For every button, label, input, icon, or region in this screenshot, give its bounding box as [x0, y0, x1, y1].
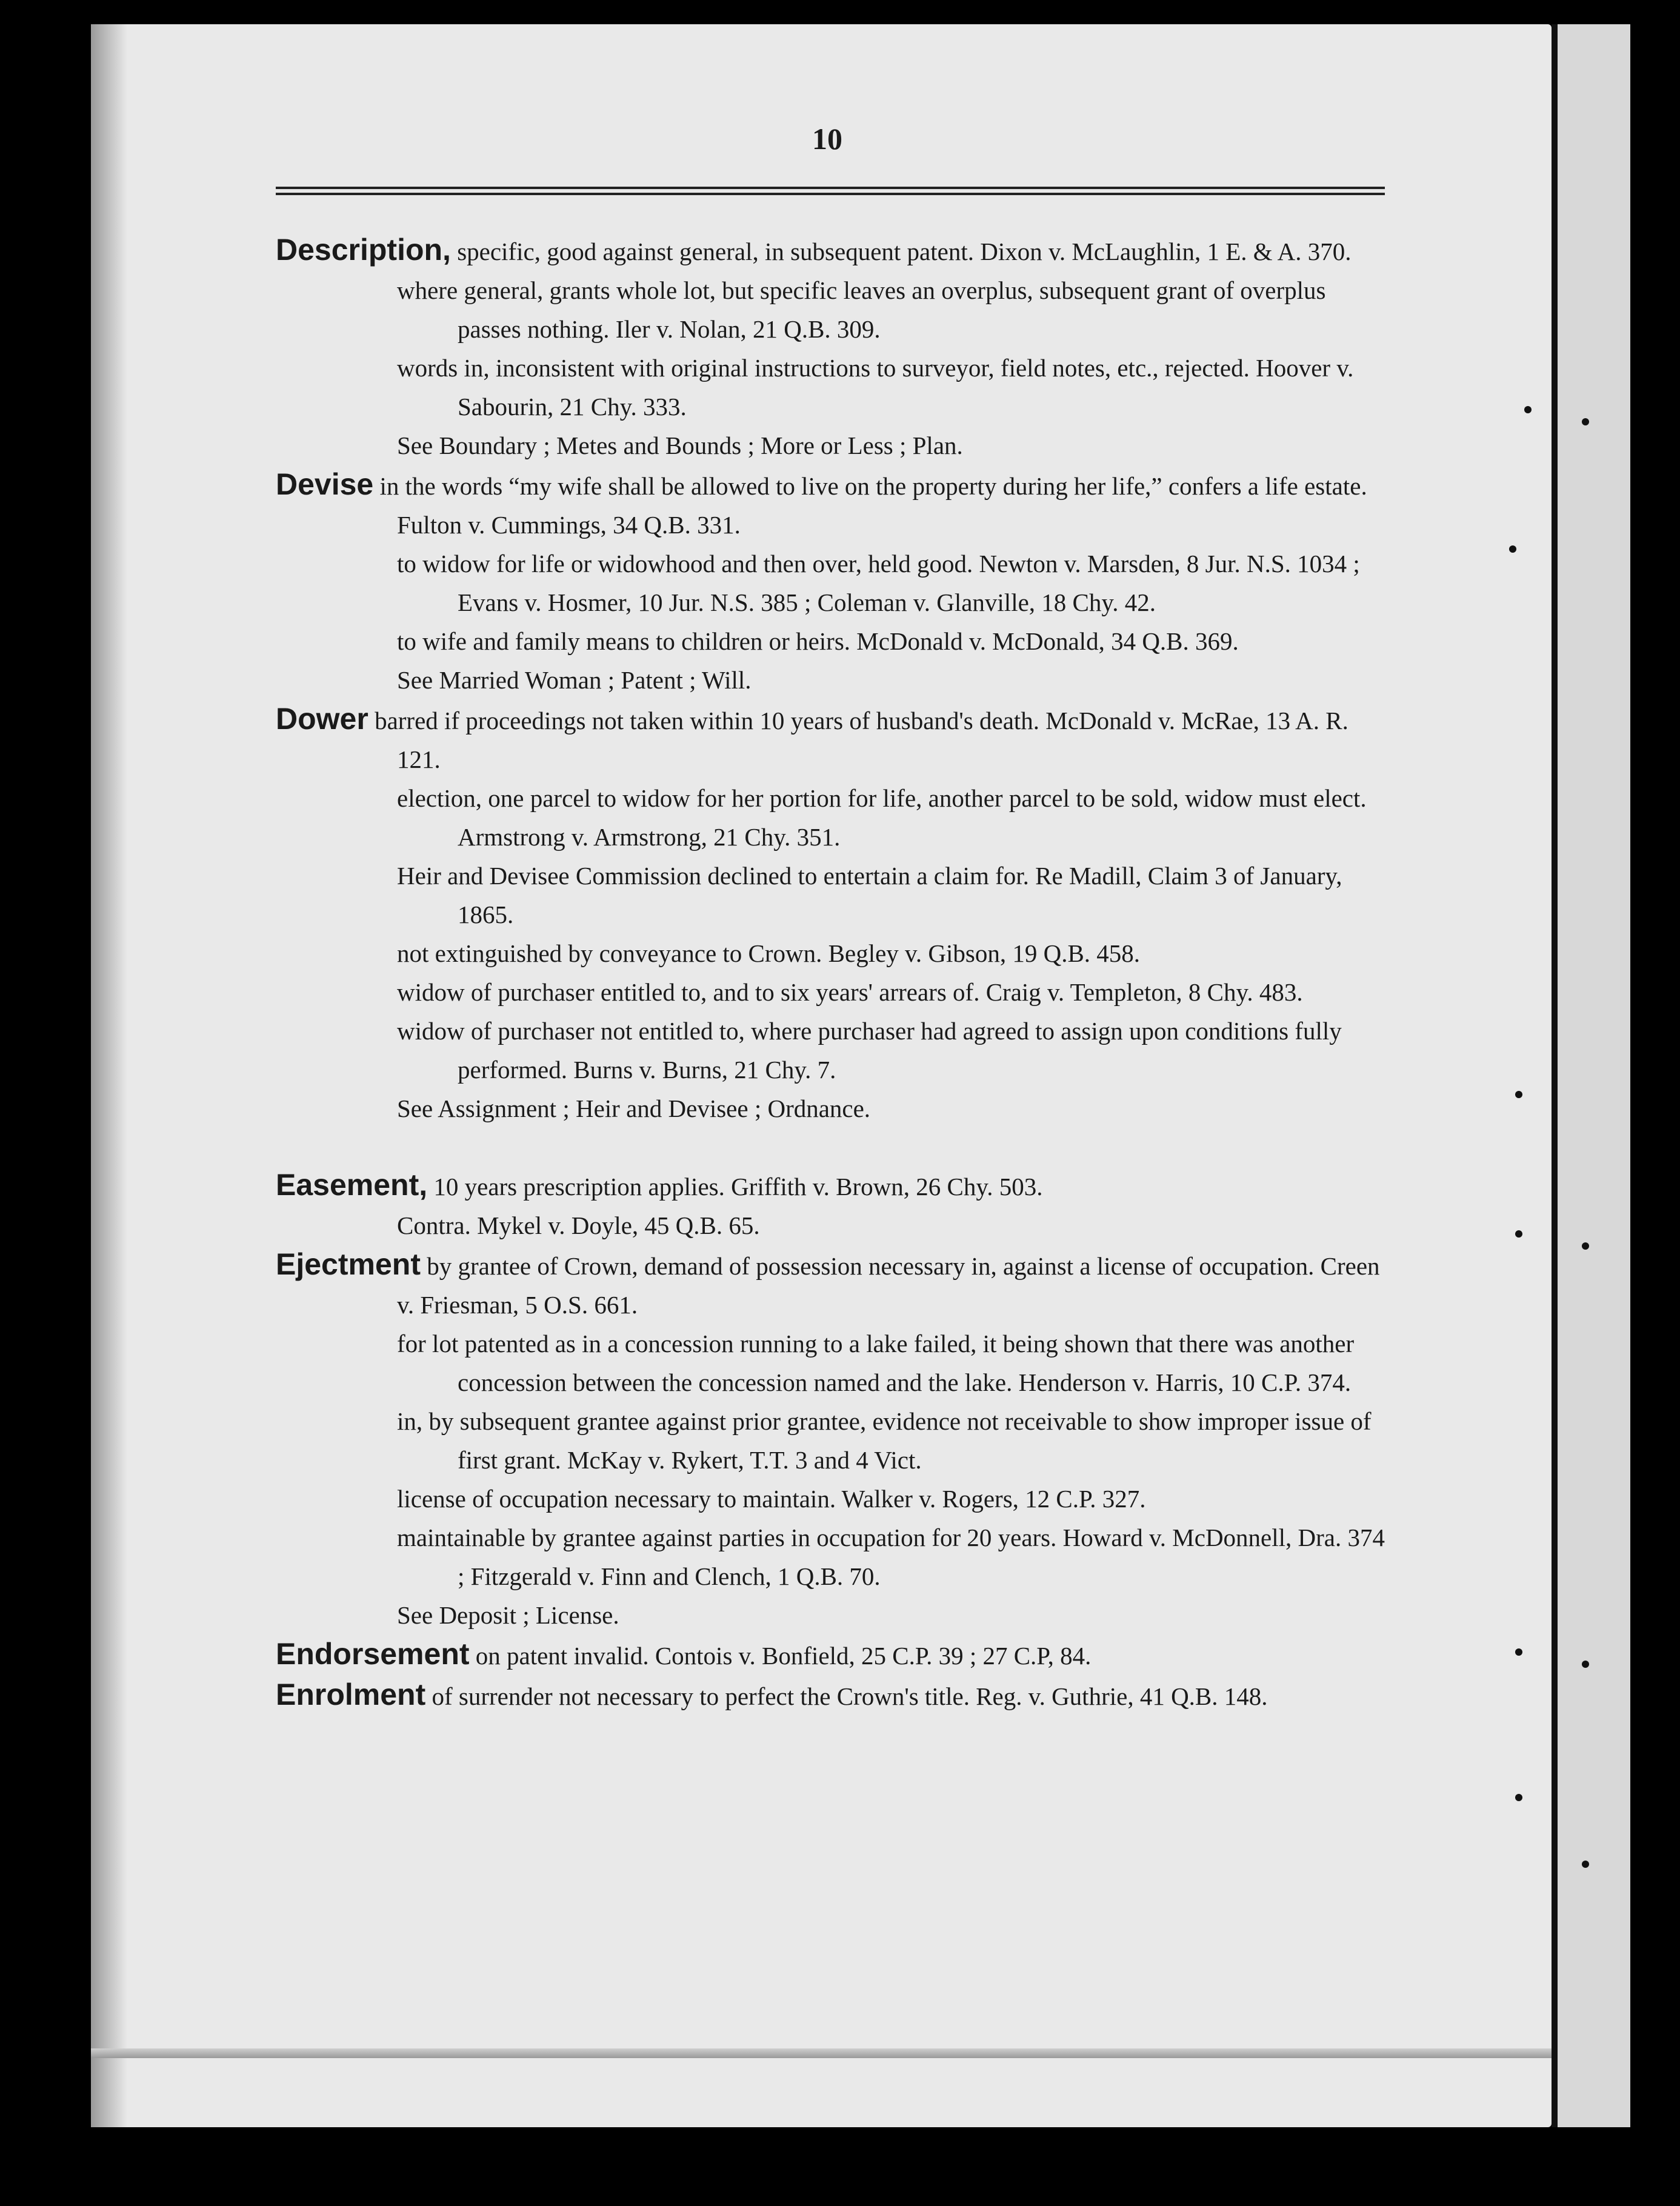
binding-hole-mark: [1582, 1661, 1589, 1668]
binding-hole-mark: [1582, 418, 1589, 425]
index-entry-devise: [276, 465, 1391, 544]
entry-text: to wife and family means to children or heirs. McDonald v. McDonald, 34 Q.B. 369.: [397, 627, 1239, 655]
index-subentry: [336, 622, 1391, 661]
binding-hole-mark: [1515, 1648, 1522, 1656]
index-subentry: [336, 348, 1391, 426]
entry-text: not extinguished by conveyance to Crown. Begley v. Gibson, 19 Q.B. 458.: [397, 939, 1141, 967]
index-subentry: [336, 779, 1391, 856]
entry-text: on patent invalid. Contois v. Bonfield, 25 C.P. 39 ; 27 C.P, 84.: [469, 1642, 1092, 1670]
index-subentry: [336, 934, 1391, 973]
entry-text: words in, inconsistent with original instructions to surveyor, field notes, etc., rejected. Hoover v. Sabourin, 21 Chy. 333.: [397, 354, 1354, 421]
section-spacer: [276, 1128, 1391, 1165]
index-subentry: [336, 1479, 1391, 1518]
entry-text: widow of purchaser entitled to, and to six years' arrears of. Craig v. Templeton, 8 Chy. 483.: [397, 978, 1303, 1006]
entry-heading: Devise: [276, 467, 374, 501]
entry-heading: Ejectment: [276, 1247, 421, 1281]
index-subentry: [336, 1206, 1391, 1245]
index-subentry: [336, 973, 1391, 1011]
entry-heading: Endorsement: [276, 1637, 470, 1671]
entry-text: in, by subsequent grantee against prior grantee, evidence not receivable to show improper issue of first grant. McKay v. Rykert, T.T. 3 and 4 Vict.: [397, 1407, 1372, 1474]
index-see-also: [336, 426, 1391, 465]
entry-text: maintainable by grantee against parties in occupation for 20 years. Howard v. McDonnell, Dra. 374 ; Fitzgerald v. Finn and Clench, 1 Q.B. 70.: [397, 1524, 1385, 1590]
entry-heading: Description,: [276, 233, 451, 267]
binding-hole-mark: [1515, 1091, 1522, 1098]
entry-heading: Dower: [276, 702, 368, 736]
entry-text: to widow for life or widowhood and then over, held good. Newton v. Marsden, 8 Jur. N.S. 1034 ; Evans v. Hosmer, 10 Jur. N.S. 385 ; Coleman v. Glanville, 18 Chy. 42.: [397, 550, 1360, 616]
entry-text: where general, grants whole lot, but specific leaves an overplus, subsequent grant of overplus passes nothing. Iler v. Nolan, 21 Q.B. 309.: [397, 276, 1326, 343]
index-subentry: [336, 544, 1391, 622]
entry-text: for lot patented as in a concession running to a lake failed, it being shown that there was another concession between the concession named and the lake. Henderson v. Harris, 10 C.P. 374.: [397, 1330, 1355, 1396]
entry-text: barred if proceedings not taken within 10 years of husband's death. McDonald v. McRae, 13 A. R. 121.: [368, 707, 1348, 773]
entry-text: 10 years prescription applies. Griffith v. Brown, 26 Chy. 503.: [427, 1173, 1043, 1201]
entry-text: See Boundary ; Metes and Bounds ; More or Less ; Plan.: [397, 432, 963, 459]
entry-heading: Enrolment: [276, 1678, 426, 1711]
index-entry-endorsement: [276, 1635, 1391, 1675]
entry-text: See Married Woman ; Patent ; Will.: [397, 666, 752, 694]
entry-text: widow of purchaser not entitled to, where purchaser had agreed to assign upon conditions fully performed. Burns v. Burns, 21 Chy. 7.: [397, 1017, 1342, 1084]
header-rule-top: [276, 187, 1385, 189]
entry-text: Heir and Devisee Commission declined to entertain a claim for. Re Madill, Claim 3 of January, 1865.: [397, 862, 1342, 928]
index-subentry: [336, 1518, 1391, 1596]
index-see-also: [336, 1596, 1391, 1635]
binding-hole-mark: [1515, 1230, 1522, 1238]
binding-hole-mark: [1582, 1242, 1589, 1250]
index-subentry: [336, 856, 1391, 934]
index-entry-enrolment: [276, 1675, 1391, 1716]
binding-hole-mark: [1582, 1861, 1589, 1868]
index-entry-dower: [276, 699, 1391, 779]
entry-heading: Easement,: [276, 1168, 428, 1202]
entry-text: specific, good against general, in subsequent patent. Dixon v. McLaughlin, 1 E. & A. 370.: [450, 238, 1352, 265]
header-rule-bottom: [276, 193, 1385, 195]
entry-text: of surrender not necessary to perfect the Crown's title. Reg. v. Guthrie, 41 Q.B. 148.: [425, 1682, 1268, 1710]
index-content: [276, 230, 1391, 1716]
entry-text: by grantee of Crown, demand of possession necessary in, against a license of occupation. Creen v. Friesman, 5 O.S. 661.: [397, 1252, 1380, 1319]
page-bottom-edge: [91, 2048, 1552, 2058]
entry-text: See Assignment ; Heir and Devisee ; Ordnance.: [397, 1095, 871, 1122]
index-subentry: [336, 1324, 1391, 1402]
entry-text: license of occupation necessary to maintain. Walker v. Rogers, 12 C.P. 327.: [397, 1485, 1146, 1513]
binding-hole-mark: [1509, 545, 1516, 553]
adjacent-page-edge: [1552, 24, 1630, 2127]
index-entry-description: [276, 230, 1391, 271]
index-subentry: [336, 1011, 1391, 1089]
index-subentry: [336, 271, 1391, 348]
entry-text: election, one parcel to widow for her portion for life, another parcel to be sold, widow must elect. Armstrong v. Armstrong, 21 Chy. 351.: [397, 784, 1367, 851]
entry-text: in the words “my wife shall be allowed to live on the property during her life,” confers a life estate. Fulton v. Cummings, 34 Q.B. 331.: [373, 472, 1367, 539]
entry-text: See Deposit ; License.: [397, 1601, 619, 1629]
page-number: 10: [812, 122, 842, 156]
entry-text: Contra. Mykel v. Doyle, 45 Q.B. 65.: [397, 1211, 760, 1239]
binding-hole-mark: [1515, 1794, 1522, 1801]
index-see-also: [336, 1089, 1391, 1128]
index-see-also: [336, 661, 1391, 699]
binding-hole-mark: [1524, 406, 1532, 413]
index-subentry: [336, 1402, 1391, 1479]
page-shadow: [91, 24, 127, 2127]
index-entry-easement: [276, 1165, 1391, 1206]
index-entry-ejectment: [276, 1245, 1391, 1324]
